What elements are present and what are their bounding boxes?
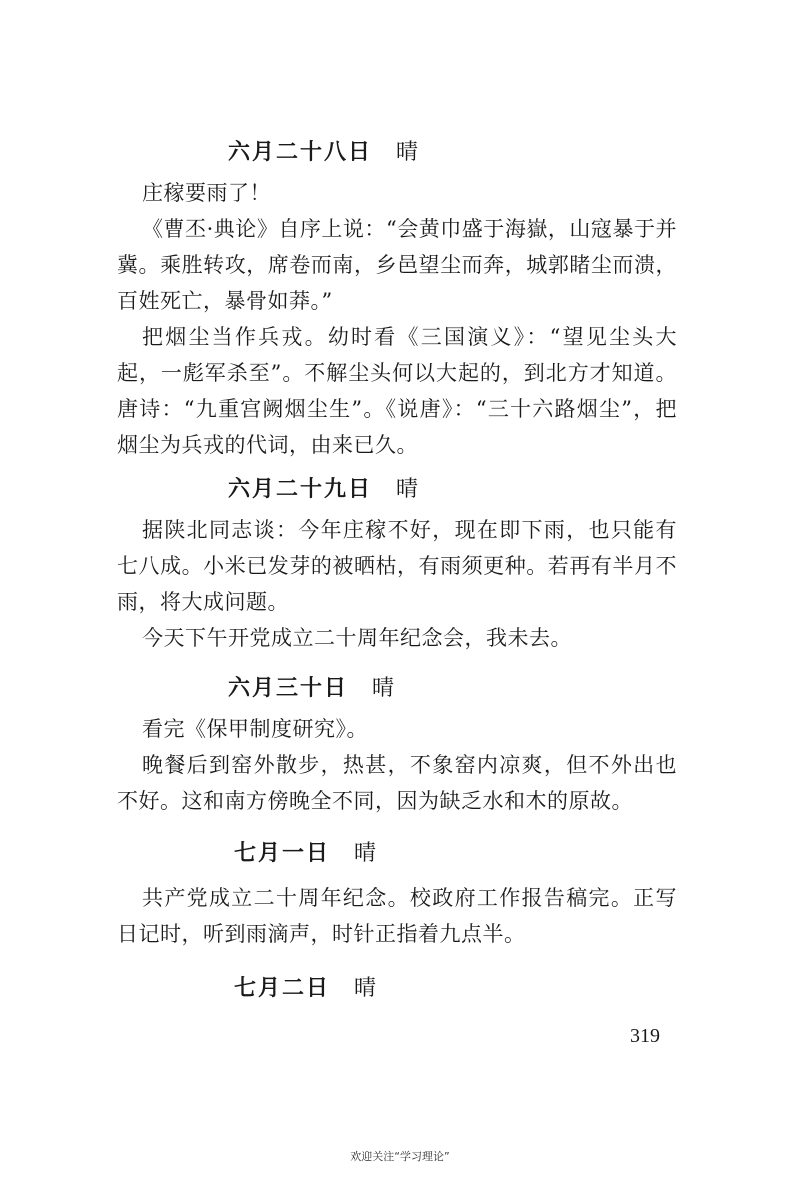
paragraph: 共产党成立二十周年纪念。校政府工作报告稿完。正写日记时，听到雨滴声，时针正指着九点半。 — [117, 886, 677, 946]
footer-note: 欢迎关注“学习理论” — [350, 1150, 450, 1163]
page-number: 319 — [630, 1025, 660, 1047]
paragraph: 看完《保甲制度研究》。 — [142, 717, 368, 741]
entry-date: 六月二十九日 — [228, 476, 373, 502]
entry-weather: 晴 — [354, 976, 379, 1001]
entry-heading — [234, 836, 378, 867]
entry-heading — [228, 135, 420, 166]
entry-heading — [228, 472, 420, 503]
paragraph: 把烟尘当作兵戎。幼时看《三国演义》：“望见尘头大起，一彪军杀至”。不解尘头何以大起的，到北方才知道。唐诗：“九重宫阙烟尘生”。《说唐》：“三十六路烟尘”，把烟尘为兵戎的代词，由来已久。 — [117, 325, 677, 457]
entry-date: 六月三十日 — [228, 675, 349, 701]
paragraph: 庄稼要雨了！ — [142, 181, 271, 205]
paragraph: 据陕北同志谈：今年庄稼不好，现在即下雨，也只能有七八成。小米已发芽的被晒枯，有雨须更种。若再有半月不雨，将大成问题。 — [117, 518, 677, 614]
paragraph: 今天下午开党成立二十周年纪念会，我未去。 — [142, 626, 572, 650]
entry-heading — [234, 971, 378, 1002]
entry-date: 七月一日 — [234, 840, 331, 866]
entry-weather: 晴 — [354, 841, 379, 866]
entry-weather: 晴 — [372, 676, 397, 701]
entry-weather: 晴 — [396, 477, 421, 502]
entry-heading — [228, 671, 396, 702]
entry-weather: 晴 — [396, 140, 421, 165]
entry-date: 六月二十八日 — [228, 139, 373, 165]
paragraph: 《曹丕·典论》自序上说：“会黄巾盛于海嶽，山寇暴于并冀。乘胜转攻，席卷而南，乡邑望尘而奔，城郭睹尘而溃，百姓死亡，暴骨如莽。” — [117, 217, 677, 313]
entry-date: 七月二日 — [234, 975, 331, 1001]
paragraph: 晚餐后到窑外散步，热甚，不象窑内凉爽，但不外出也不好。这和南方傍晚全不同，因为缺乏水和木的原故。 — [117, 753, 677, 813]
